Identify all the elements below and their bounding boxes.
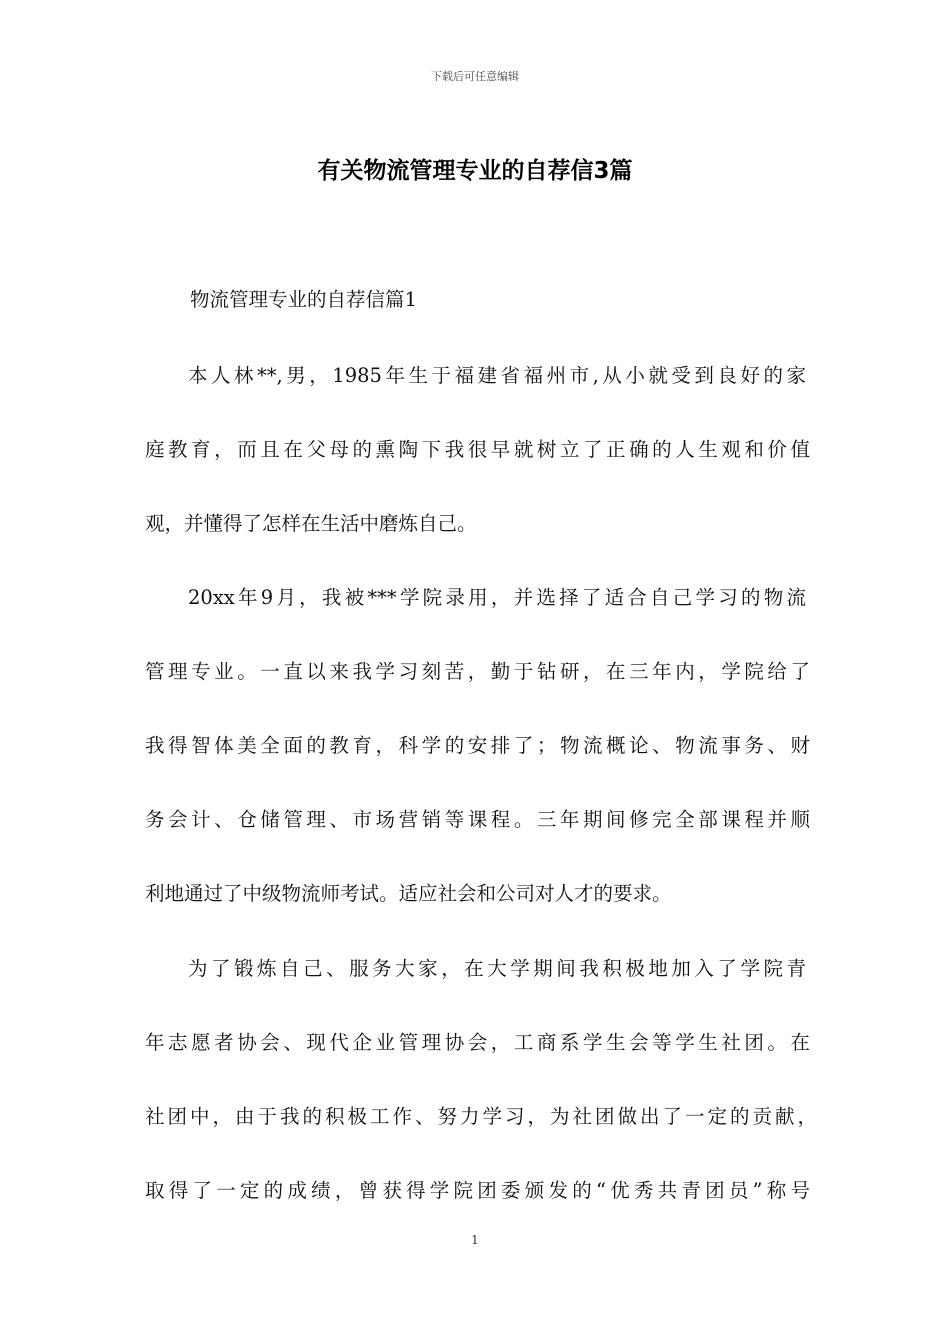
header-note: 下载后可任意编辑	[431, 70, 519, 83]
paragraph-line: 社团中，由于我的积极工作、努力学习，为社团做出了一定的贡献，	[145, 1105, 817, 1128]
paragraph-line: 观，并懂得了怎样在生活中磨炼自己。	[145, 512, 477, 535]
paragraph-line: 利地通过了中级物流师考试。适应社会和公司对人才的要求。	[145, 882, 672, 905]
paragraph-line: 庭教育，而且在父母的熏陶下我很早就树立了正确的人生观和价值	[145, 438, 810, 461]
paragraph-line: 我得智体美全面的教育，科学的安排了；物流概论、物流事务、财	[145, 734, 810, 757]
section-heading: 物流管理专业的自荐信篇1	[190, 288, 417, 311]
paragraph-line: 管理专业。一直以来我学习刻苦，勤于钻研，在三年内，学院给了	[145, 660, 810, 683]
page-number: 1	[471, 1233, 479, 1247]
document-title: 有关物流管理专业的自荐信3篇	[317, 158, 633, 184]
paragraph-line: 务会计、仓储管理、市场营销等课程。三年期间修完全部课程并顺	[145, 808, 810, 831]
paragraph-line: 取得了一定的成绩，曾获得学院团委颁发的“优秀共青团员”称号	[145, 1179, 810, 1202]
paragraph-line: 为了锻炼自己、服务大家，在大学期间我积极地加入了学院青	[188, 957, 806, 980]
paragraph-line: 年志愿者协会、现代企业管理协会，工商系学生会等学生社团。在	[145, 1031, 810, 1054]
paragraph-line: 本人林**,男，1985年生于福建省福州市,从小就受到良好的家	[188, 364, 806, 387]
paragraph-line: 20xx年9月，我被***学院录用，并选择了适合自己学习的物流	[188, 586, 806, 609]
